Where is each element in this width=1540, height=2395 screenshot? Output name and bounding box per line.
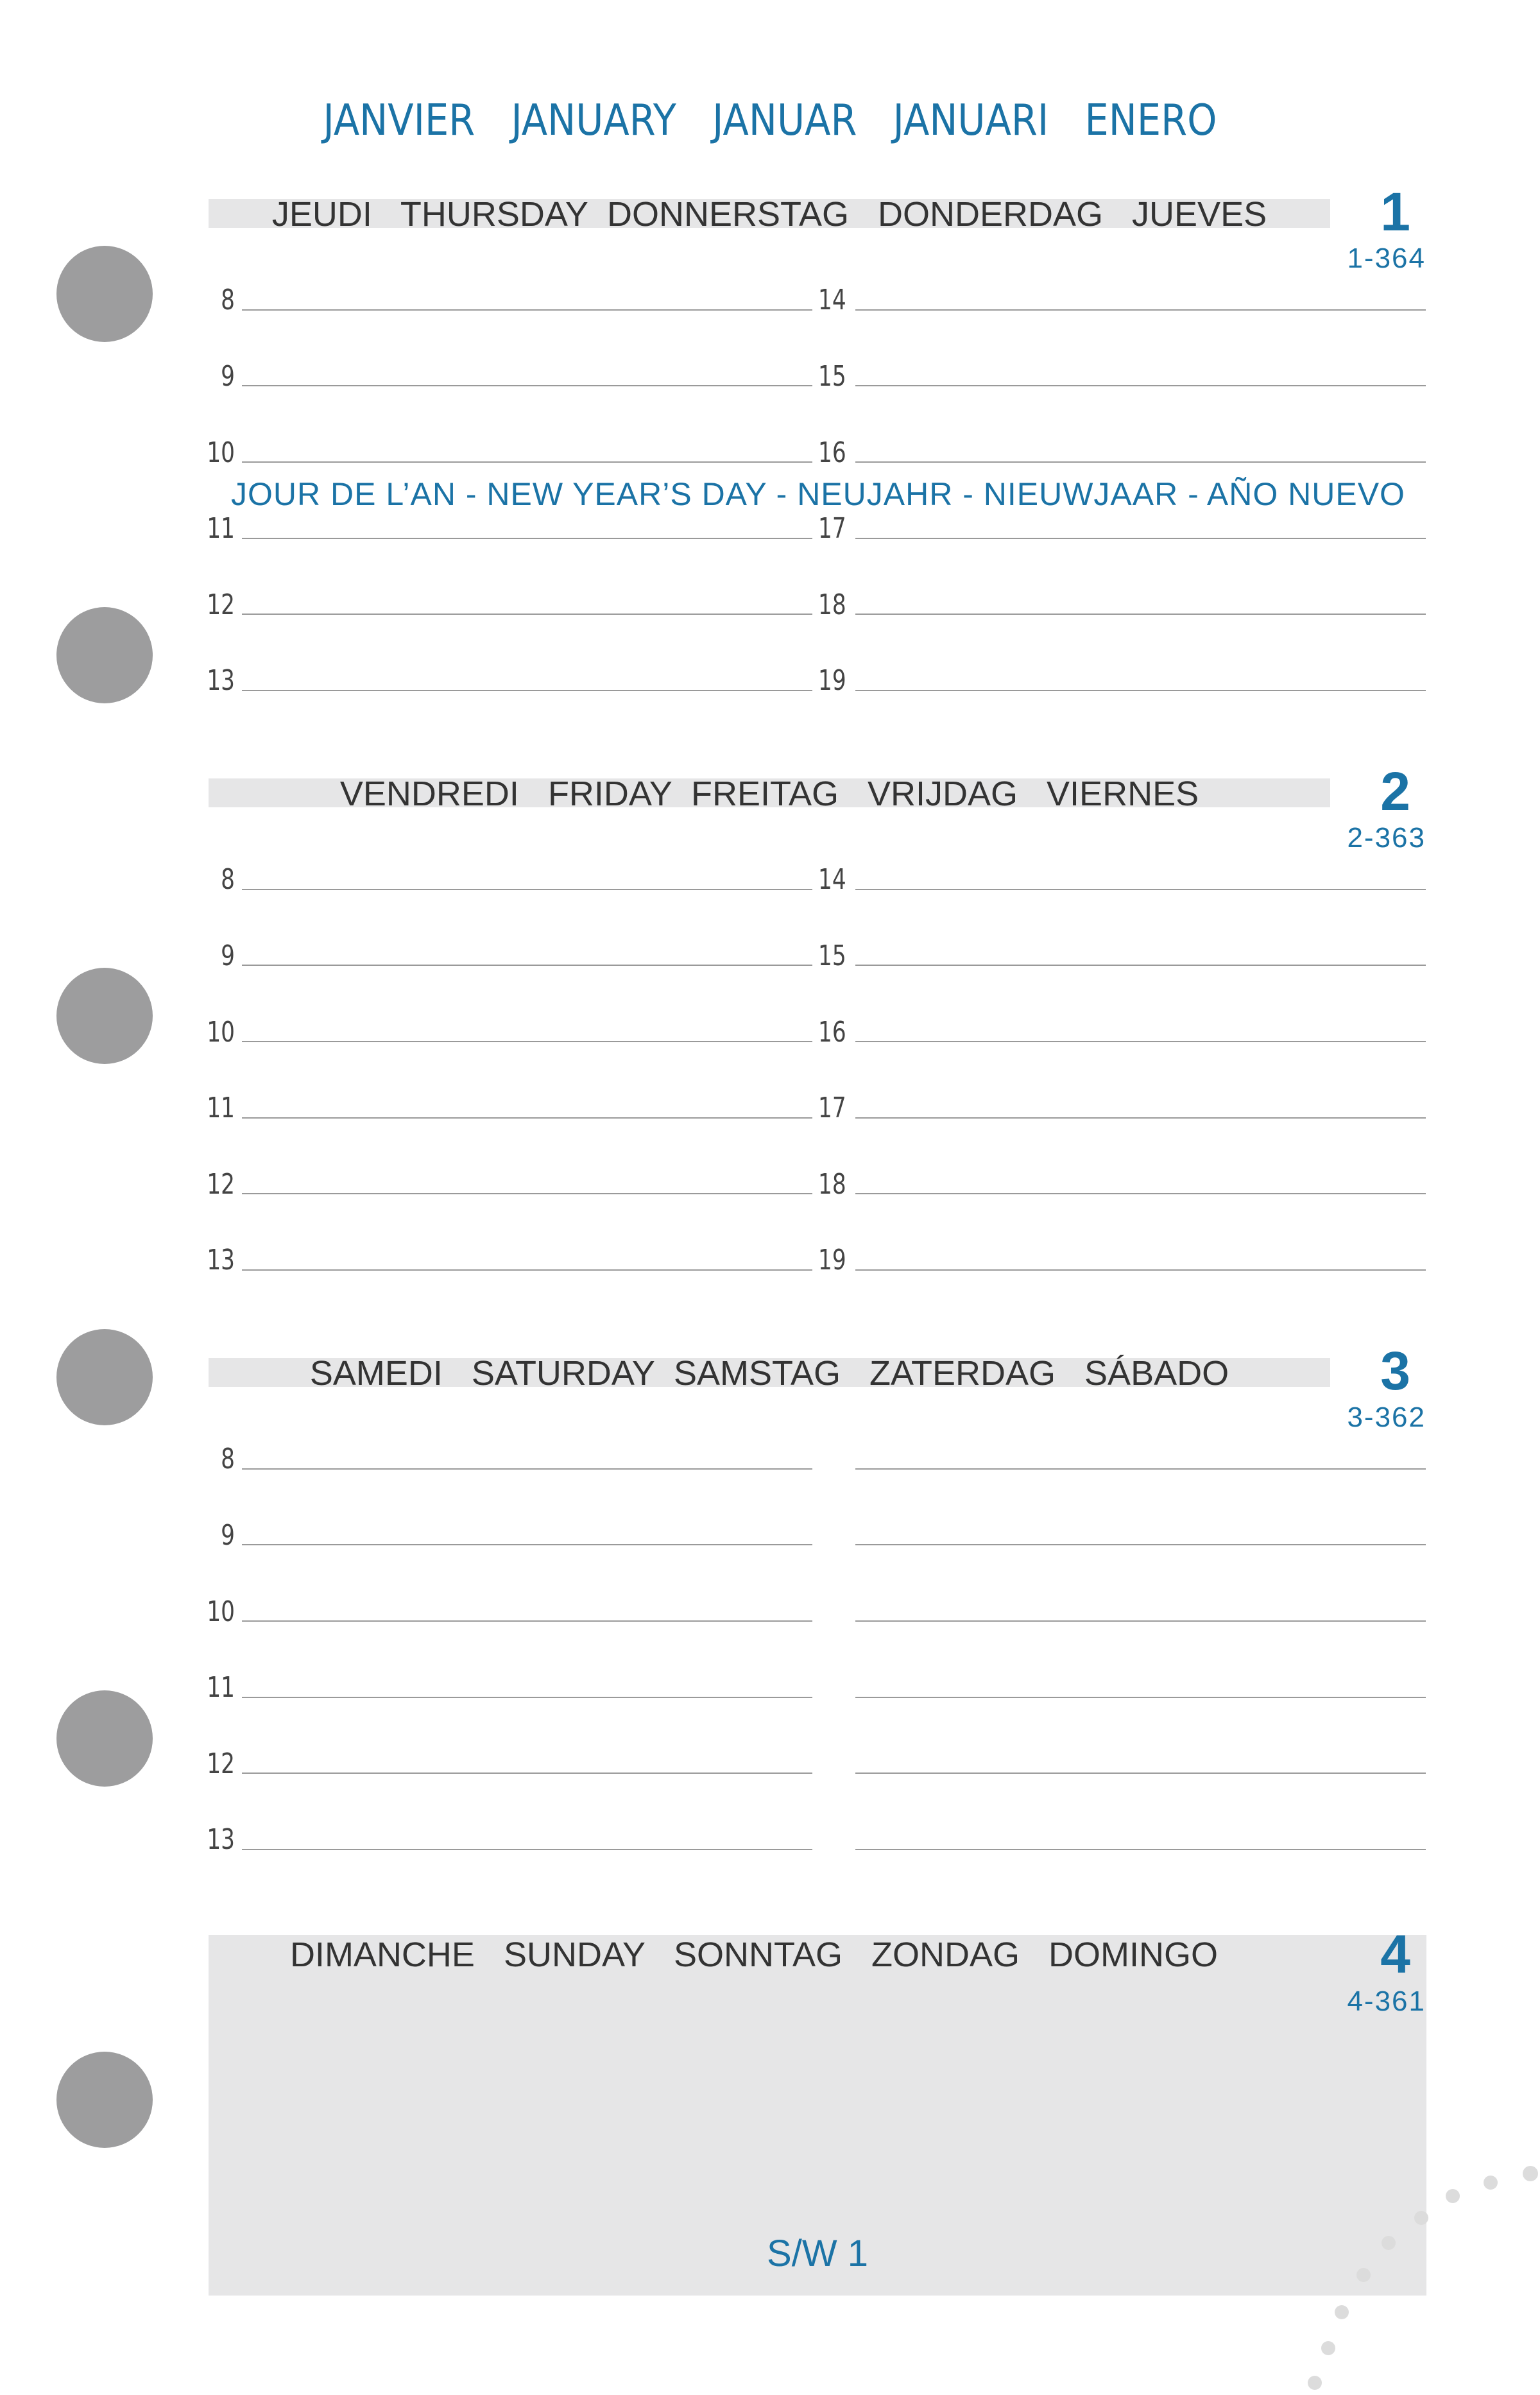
hour-slot-line[interactable] — [242, 1773, 812, 1774]
day-names: DIMANCHE SUNDAY SONNTAG ZONDAG DOMINGO — [289, 1936, 1219, 1974]
hour-slot-line[interactable] — [242, 1468, 812, 1470]
hour-slot-line[interactable] — [242, 965, 812, 966]
hour-label: 19 — [818, 664, 846, 697]
hour-label: 13 — [207, 1244, 235, 1276]
hour-label: 15 — [818, 360, 846, 393]
hour-slot-line[interactable] — [242, 1697, 812, 1698]
hour-slot-line[interactable] — [242, 1269, 812, 1271]
hour-slot-line[interactable] — [855, 1468, 1426, 1470]
month-header: JANVIER JANUARY JANUAR JANUARI ENERO — [323, 95, 1217, 145]
dot — [1523, 2166, 1538, 2181]
hour-label: 11 — [207, 1671, 235, 1704]
hour-slot-line[interactable] — [242, 1620, 812, 1622]
hour-label: 10 — [207, 436, 235, 469]
hour-slot-line[interactable] — [855, 614, 1426, 615]
hour-label: 9 — [221, 1519, 235, 1552]
binder-hole — [56, 968, 153, 1064]
day-count: 4-361 — [1347, 1986, 1426, 2017]
day-number: 2 — [1380, 761, 1410, 821]
hour-label: 11 — [207, 1092, 235, 1124]
hour-label: 10 — [207, 1016, 235, 1049]
dot — [1356, 2268, 1371, 2282]
hour-slot-line[interactable] — [242, 461, 812, 463]
hour-label: 9 — [221, 940, 235, 972]
day-number: 4 — [1380, 1924, 1410, 1984]
day-count: 3-362 — [1347, 1402, 1426, 1433]
hour-label: 17 — [818, 512, 846, 545]
binder-hole — [56, 246, 153, 342]
hour-label: 12 — [207, 588, 235, 621]
hour-slot-line[interactable] — [855, 1117, 1426, 1119]
hour-label: 11 — [207, 512, 235, 545]
hour-slot-line[interactable] — [855, 1620, 1426, 1622]
hour-slot-line[interactable] — [855, 1773, 1426, 1774]
hour-slot-line[interactable] — [855, 690, 1426, 691]
day-count: 2-363 — [1347, 822, 1426, 854]
hour-label: 16 — [818, 1016, 846, 1049]
hour-slot-line[interactable] — [242, 1041, 812, 1042]
hour-label: 15 — [818, 940, 846, 972]
hour-label: 19 — [818, 1244, 846, 1276]
day-count: 1-364 — [1347, 243, 1426, 274]
binder-hole — [56, 2052, 153, 2148]
hour-label: 17 — [818, 1092, 846, 1124]
hour-label: 8 — [221, 284, 235, 316]
hour-label: 10 — [207, 1595, 235, 1628]
hour-slot-line[interactable] — [242, 538, 812, 539]
hour-slot-line[interactable] — [855, 461, 1426, 463]
dot — [1484, 2176, 1498, 2190]
dot — [1308, 2376, 1322, 2390]
hour-slot-line[interactable] — [855, 889, 1426, 890]
dot — [1382, 2236, 1396, 2250]
hour-slot-line[interactable] — [242, 690, 812, 691]
binder-hole — [56, 607, 153, 703]
dot — [1414, 2211, 1428, 2225]
day-number: 3 — [1380, 1341, 1410, 1401]
binder-hole — [56, 1329, 153, 1425]
hour-slot-line[interactable] — [242, 1193, 812, 1194]
day-number: 1 — [1380, 182, 1410, 242]
hour-label: 14 — [818, 863, 846, 896]
hour-slot-line[interactable] — [242, 309, 812, 311]
binder-hole — [56, 1690, 153, 1787]
hour-label: 13 — [207, 664, 235, 697]
hour-slot-line[interactable] — [855, 309, 1426, 311]
hour-slot-line[interactable] — [855, 1041, 1426, 1042]
hour-label: 18 — [818, 1168, 846, 1201]
hour-slot-line[interactable] — [242, 889, 812, 890]
hour-slot-line[interactable] — [855, 965, 1426, 966]
dot — [1321, 2341, 1335, 2355]
hour-label: 18 — [818, 588, 846, 621]
day-names: JEUDI THURSDAY DONNERSTAG DONDERDAG JUEVES — [271, 195, 1267, 234]
day-names: VENDREDI FRIDAY FREITAG VRIJDAG VIERNES — [339, 775, 1199, 813]
hour-slot-line[interactable] — [855, 385, 1426, 386]
hour-slot-line[interactable] — [855, 1269, 1426, 1271]
hour-slot-line[interactable] — [242, 385, 812, 386]
hour-slot-line[interactable] — [242, 1849, 812, 1850]
hour-label: 12 — [207, 1168, 235, 1201]
day-names: SAMEDI SATURDAY SAMSTAG ZATERDAG SÁBADO — [309, 1354, 1229, 1393]
dot — [1446, 2189, 1460, 2203]
hour-label: 12 — [207, 1747, 235, 1780]
hour-label: 13 — [207, 1823, 235, 1856]
dot — [1335, 2305, 1349, 2319]
hour-slot-line[interactable] — [855, 538, 1426, 539]
hour-slot-line[interactable] — [242, 1544, 812, 1545]
hour-slot-line[interactable] — [242, 614, 812, 615]
week-label: S/W 1 — [767, 2233, 868, 2274]
hour-label: 8 — [221, 1443, 235, 1475]
hour-slot-line[interactable] — [855, 1697, 1426, 1698]
hour-label: 16 — [818, 436, 846, 469]
holiday-label: JOUR DE L’AN - NEW YEAR’S DAY - NEUJAHR - NIEUWJAAR - AÑO NUEVO — [231, 476, 1405, 512]
hour-slot-line[interactable] — [242, 1117, 812, 1119]
hour-slot-line[interactable] — [855, 1193, 1426, 1194]
hour-slot-line[interactable] — [855, 1544, 1426, 1545]
hour-label: 14 — [818, 284, 846, 316]
hour-label: 9 — [221, 360, 235, 393]
hour-slot-line[interactable] — [855, 1849, 1426, 1850]
hour-label: 8 — [221, 863, 235, 896]
